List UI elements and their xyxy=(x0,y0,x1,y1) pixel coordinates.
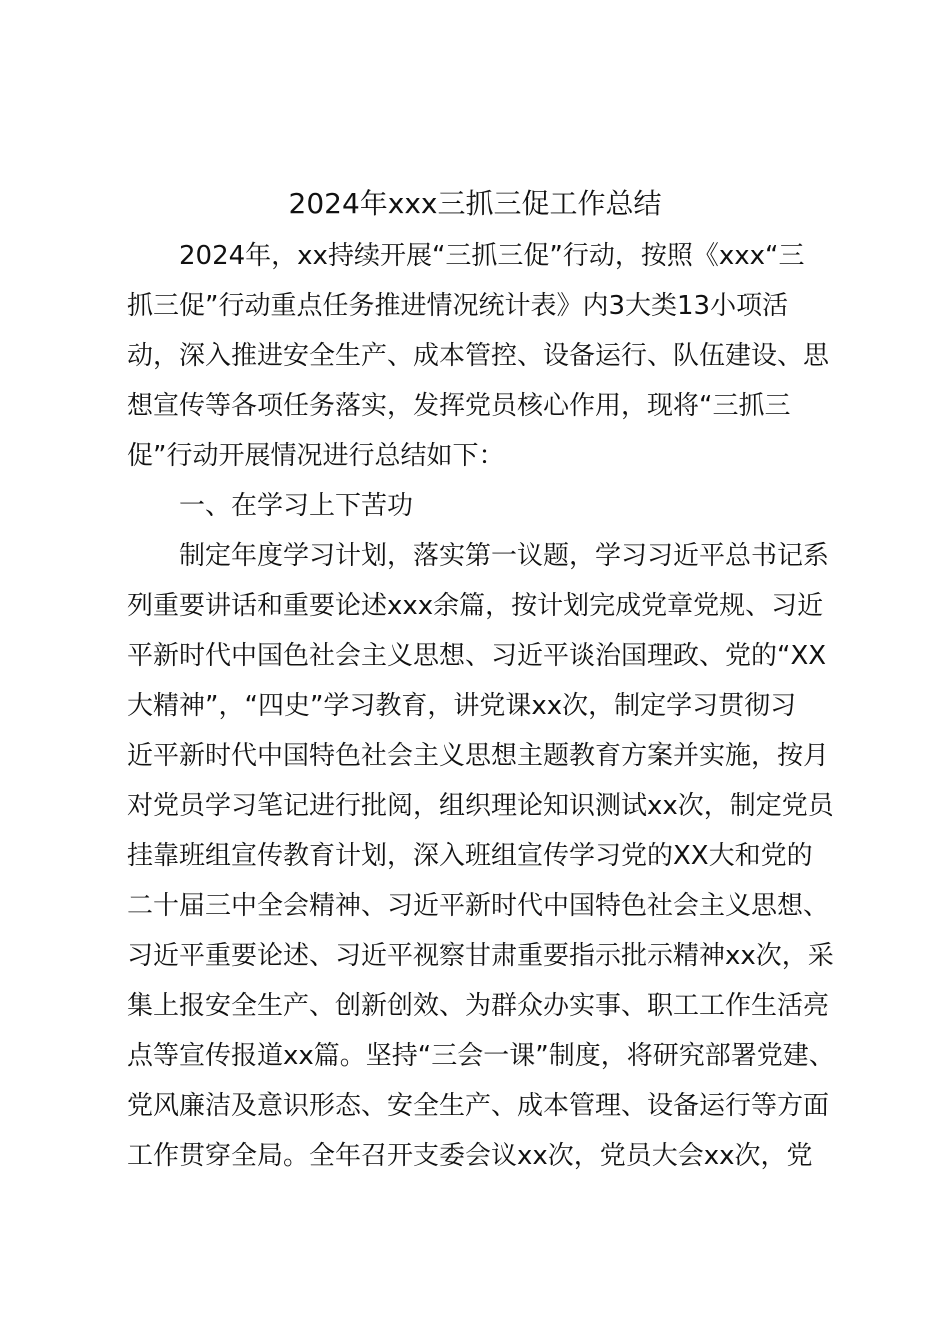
intro-line: 想宣传等各项任务落实，发挥党员核心作用，现将“三抓三 xyxy=(127,391,791,421)
body-line: 集上报安全生产、创新创效、为群众办实事、职工工作生活亮 xyxy=(127,991,830,1021)
body-line: 党风廉洁及意识形态、安全生产、成本管理、设备运行等方面 xyxy=(127,1091,830,1121)
body-line: 挂靠班组宣传教育计划，深入班组宣传学习党的XX大和党的 xyxy=(127,841,813,871)
body-line: 习近平重要论述、习近平视察甘肃重要指示批示精神xx次，采 xyxy=(127,941,834,971)
body-line: 平新时代中国色社会主义思想、习近平谈治国理政、党的“XX xyxy=(127,641,827,671)
body-line: 大精神”，“四史”学习教育，讲党课xx次，制定学习贯彻习 xyxy=(127,691,797,721)
body-line: 对党员学习笔记进行批阅，组织理论知识测试xx次，制定党员 xyxy=(127,791,834,821)
intro-line: 动，深入推进安全生产、成本管控、设备运行、队伍建设、思 xyxy=(127,341,830,371)
intro-line: 2024年，xx持续开展“三抓三促”行动，按照《xxx“三 xyxy=(179,241,805,271)
document-title: 2024年xxx三抓三促工作总结 xyxy=(288,187,662,220)
body-line: 制定年度学习计划，落实第一议题，学习习近平总书记系 xyxy=(179,541,830,571)
body-line: 工作贯穿全局。全年召开支委会议xx次，党员大会xx次，党 xyxy=(127,1141,813,1171)
section-heading: 一、在学习上下苦功 xyxy=(179,491,414,521)
body-line: 列重要讲话和重要论述xxx余篇，按计划完成党章党规、习近 xyxy=(127,591,824,621)
body-line: 二十届三中全会精神、习近平新时代中国特色社会主义思想、 xyxy=(127,891,830,921)
intro-line: 促”行动开展情况进行总结如下： xyxy=(127,441,505,471)
body-line: 点等宣传报道xx篇。坚持“三会一课”制度，将研究部署党建、 xyxy=(127,1041,835,1071)
body-line: 近平新时代中国特色社会主义思想主题教育方案并实施，按月 xyxy=(127,741,830,771)
intro-line: 抓三促”行动重点任务推进情况统计表》内3大类13小项活 xyxy=(127,291,789,321)
